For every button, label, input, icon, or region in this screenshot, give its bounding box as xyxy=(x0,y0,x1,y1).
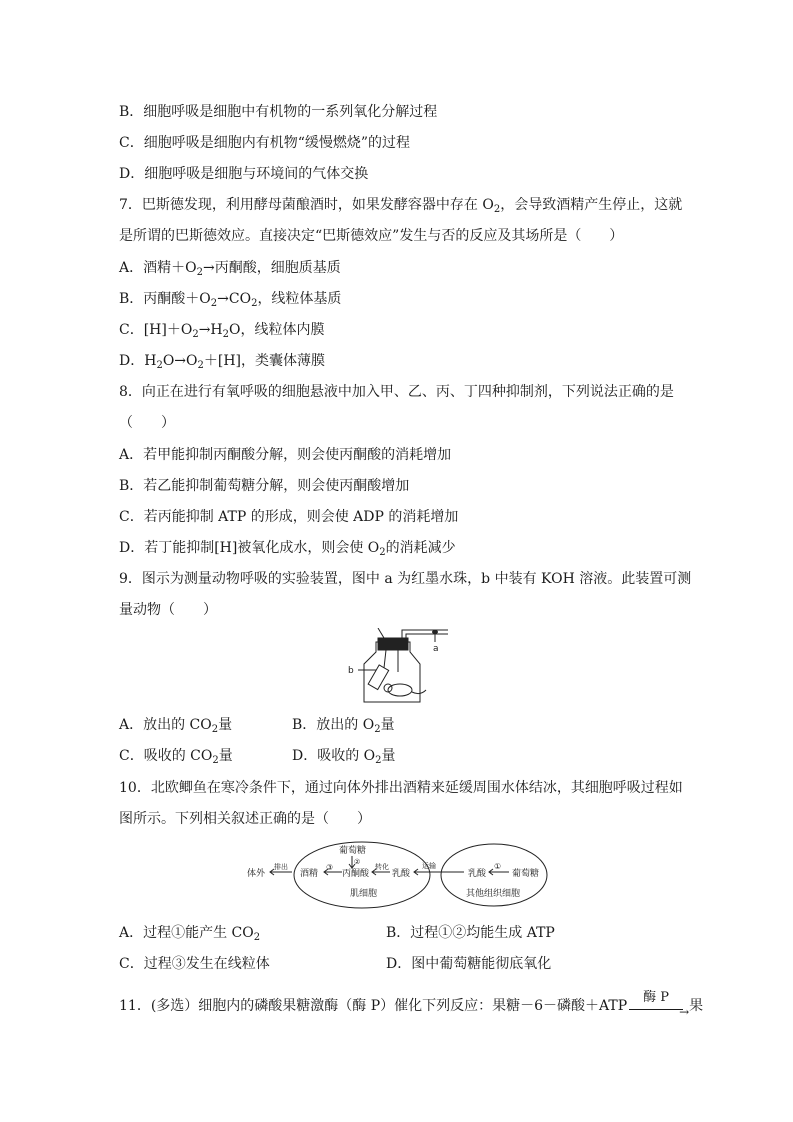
svg-text:乳酸: 乳酸 xyxy=(392,869,411,879)
svg-text:②: ② xyxy=(354,858,361,866)
svg-text:排出: 排出 xyxy=(274,863,288,871)
svg-text:运输: 运输 xyxy=(422,862,436,870)
figure-label-a: a xyxy=(433,644,439,654)
q8-option-b: B．若乙能抑制葡萄糖分解，则会使丙酮酸增加 xyxy=(119,478,410,494)
q10-option-d: D．图中葡萄糖能彻底氧化 xyxy=(386,956,552,972)
svg-text:乳酸: 乳酸 xyxy=(468,869,487,879)
q8-stem-line2: （ ） xyxy=(119,415,175,431)
q9-stem-line1: 9．图示为测量动物呼吸的实验装置，图中 a 为红墨水珠，b 中装有 KOH 溶液。此装置可测 xyxy=(119,571,692,587)
q8-option-c: C．若丙能抑制 ATP 的形成，则会使 ADP 的消耗增加 xyxy=(119,509,459,525)
svg-text:①: ① xyxy=(494,862,502,871)
q9-option-b: B．放出的 $O_2$量 xyxy=(292,717,395,735)
figure-label-b: b xyxy=(348,666,354,676)
option-c-prev: C．细胞呼吸是细胞内有机物“缓慢燃烧”的过程 xyxy=(119,135,411,151)
svg-text:葡萄糖: 葡萄糖 xyxy=(339,846,367,856)
q7-stem-line2: 是所谓的巴斯德效应。直接决定“巴斯德效应”发生与否的反应及其场所是（ ） xyxy=(119,228,624,244)
q10-option-a: A．过程①能产生 $CO_2$ xyxy=(119,925,261,943)
q9-option-d: D．吸收的 $O_2$量 xyxy=(292,748,396,766)
enzyme-reaction-arrow: 酶 P → xyxy=(627,996,689,1016)
q7-option-a: A．酒精$+O_2\to$丙酮酸，细胞质基质 xyxy=(119,260,341,278)
svg-text:转化: 转化 xyxy=(375,863,389,871)
q8-option-a: A．若甲能抑制丙酮酸分解，则会使丙酮酸的消耗增加 xyxy=(119,447,452,463)
q10-stem-line1: 10．北欧鲫鱼在寒冷条件下，通过向体外排出酒精来延缓周围水体结冰，其细胞呼吸过程如 xyxy=(119,780,683,796)
q9-option-c: C．吸收的 $CO_2$量 xyxy=(119,748,233,766)
q9-option-a: A．放出的 $CO_2$量 xyxy=(119,717,233,735)
q10-option-c: C．过程③发生在线粒体 xyxy=(119,956,270,972)
option-d-prev: D．细胞呼吸是细胞与环境间的气体交换 xyxy=(119,166,369,182)
q8-stem-line1: 8．向正在进行有氧呼吸的细胞悬液中加入甲、乙、丙、丁四种抑制剂，下列说法正确的是 xyxy=(119,384,674,400)
svg-text:酒精: 酒精 xyxy=(300,869,319,879)
svg-text:其他组织细胞: 其他组织细胞 xyxy=(466,889,521,899)
respiration-apparatus-figure xyxy=(340,628,455,704)
q7-option-c: C．$[H]+O_2\to H_2O$，线粒体内膜 xyxy=(119,322,325,340)
svg-text:体外: 体外 xyxy=(247,869,266,879)
q10-option-b: B．过程①②均能生成 ATP xyxy=(386,925,555,941)
q10-stem-line2: 图所示。下列相关叙述正确的是（ ） xyxy=(119,811,371,827)
svg-text:③: ③ xyxy=(326,863,334,872)
svg-text:丙酮酸: 丙酮酸 xyxy=(342,869,370,879)
q9-stem-line2: 量动物（ ） xyxy=(119,602,217,618)
q11-stem-line1: 11．(多选）细胞内的磷酸果糖激酶（酶 P）催化下列反应：果糖－6－磷酸＋ATP 酶 P → 果 xyxy=(119,990,704,1019)
q7-stem-line1: 7．巴斯德发现，利用酵母菌酿酒时，如果发酵容器中存在 $O_2$，会导致酒精产生停止，这就 xyxy=(119,197,683,215)
svg-text:葡萄糖: 葡萄糖 xyxy=(512,869,540,879)
option-b-prev: B．细胞呼吸是细胞中有机物的一系列氧化分解过程 xyxy=(119,104,438,120)
q7-option-d: D．$H_2O\to O_2+[H]$，类囊体薄膜 xyxy=(119,353,326,371)
svg-text:肌细胞: 肌细胞 xyxy=(350,889,378,899)
q7-option-b: B．丙酮酸$+O_2\to CO_2$，线粒体基质 xyxy=(119,291,342,309)
q8-option-d: D．若丁能抑制[H]被氧化成水，则会使 $O_2$的消耗减少 xyxy=(119,540,456,558)
red-ink-drop-a xyxy=(432,630,438,634)
fish-respiration-diagram xyxy=(244,840,554,910)
